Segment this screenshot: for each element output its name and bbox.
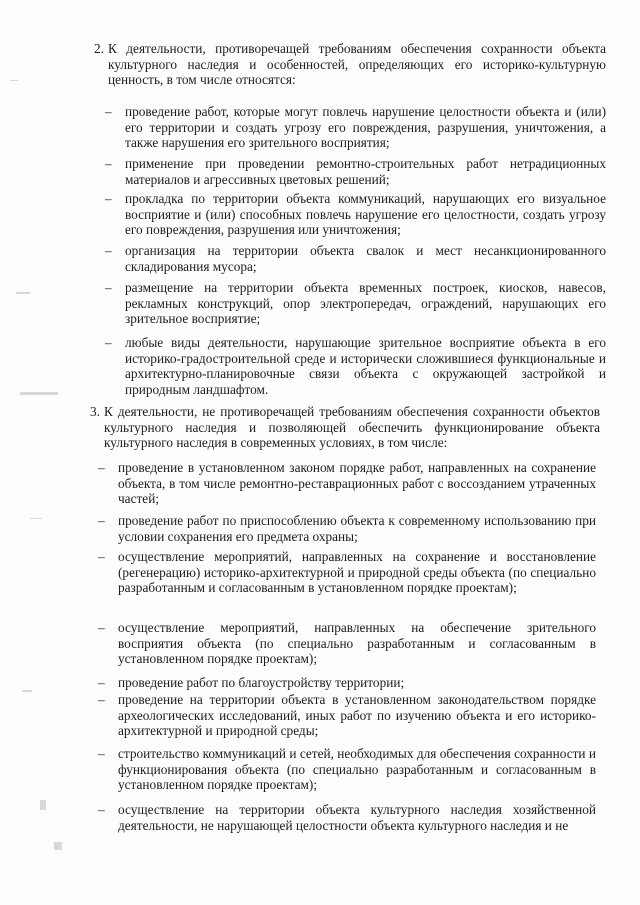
list-item: [98, 692, 596, 739]
list-item-text: проведение работ по приспособлению объекта к современному использованию при условии сохранения его предмета охраны;: [118, 513, 596, 544]
section-2-number: 2.: [94, 41, 104, 56]
dash-bullet: –: [105, 191, 112, 206]
section-3-intro-text: К деятельности, не противоречащей требованиям обеспечения сохранности объектов культурного наследия и позволяющей обеспечить функционирование объекта культурного наследия в современных условиях, в том числе:: [104, 404, 600, 451]
section-2-intro-text: К деятельности, противоречащей требованиям обеспечения сохранности объекта культурного наследия и особенностей, определяющих его историко-культурную ценность, в том числе относятся:: [108, 41, 606, 88]
dash-bullet: –: [98, 675, 105, 690]
dash-bullet: –: [98, 549, 105, 564]
list-item-text: любые виды деятельности, нарушающие зрительное восприятие объекта в его историко-градостроительной среде и исторически сложившиеся функциональные и архитектурно-планировочные связи объекта с окружающей застройкой и природным ландшафтом.: [125, 335, 606, 397]
list-item: [105, 191, 606, 238]
list-item-text: осуществление на территории объекта культурного наследия хозяйственной деятельности, не нарушающей целостности объекта культурного наследия и не: [118, 802, 596, 833]
list-item: [98, 513, 596, 544]
scan-artifact: [20, 392, 58, 395]
list-item-text: проведение на территории объекта в установленном законодательством порядке археологических исследований, иных работ по изучению объекта и его историко-архитектурной и природной среды;: [118, 692, 596, 739]
list-item: [98, 460, 596, 507]
list-item: [98, 675, 596, 691]
dash-bullet: –: [98, 513, 105, 528]
scan-artifact: [30, 518, 42, 519]
section-3-number: 3.: [90, 404, 100, 419]
dash-bullet: –: [98, 692, 105, 707]
scan-artifact: [22, 690, 32, 692]
dash-bullet: –: [105, 104, 112, 119]
list-item: [105, 104, 606, 151]
list-item-text: применение при проведении ремонтно-строительных работ нетрадиционных материалов и агрессивных цветовых решений;: [125, 156, 606, 187]
list-item-text: проведение работ по благоустройству территории;: [118, 675, 405, 690]
section-3-intro: [90, 404, 600, 451]
list-item-text: прокладка по территории объекта коммуникаций, нарушающих его визуальное восприятие и (или) способных повлечь нарушение его целостности, создать угрозу его повреждения, разрушения или уничтожения;: [125, 191, 606, 238]
scan-artifact: [16, 292, 30, 294]
list-item: [98, 620, 596, 667]
list-item: [105, 156, 606, 187]
list-item-text: размещение на территории объекта временных построек, киосков, навесов, рекламных конструкций, опор электропередач, ограждений, нарушающих его зрительное восприятие;: [125, 280, 606, 327]
list-item-text: осуществление мероприятий, направленных на обеспечение зрительного восприятия объекта (по специально разработанным и согласованным в установленном порядке проектам);: [118, 620, 596, 667]
list-item-text: осуществление мероприятий, направленных на сохранение и восстановление (регенерацию) историко-архитектурной и природной среды объекта (по специально разработанным и согласованным в установленном порядке проектам);: [118, 549, 596, 596]
dash-bullet: –: [98, 802, 105, 817]
list-item: [105, 335, 606, 397]
list-item: [98, 802, 596, 833]
scan-artifact: [40, 800, 46, 810]
dash-bullet: –: [105, 335, 112, 350]
list-item: [98, 746, 596, 793]
dash-bullet: –: [105, 243, 112, 258]
list-item-text: проведение в установленном законом порядке работ, направленных на сохранение объекта, в том числе ремонтно-реставрационных работ с воссозданием утраченных частей;: [118, 460, 596, 507]
scan-artifact: [54, 842, 62, 850]
list-item: [98, 549, 596, 596]
list-item-text: проведение работ, которые могут повлечь нарушение целостности объекта и (или) его территории и создать угрозу его повреждения, разрушения, уничтожения, а также нарушения его зрительного восприятия;: [125, 104, 606, 151]
dash-bullet: –: [105, 280, 112, 295]
section-2-intro: [94, 41, 606, 88]
dash-bullet: –: [98, 620, 105, 635]
scan-artifact: [10, 80, 18, 81]
list-item-text: организация на территории объекта свалок и мест несанкционированного складирования мусора;: [125, 243, 606, 274]
dash-bullet: –: [105, 156, 112, 171]
dash-bullet: –: [98, 460, 105, 475]
list-item-text: строительство коммуникаций и сетей, необходимых для обеспечения сохранности и функционирования объекта (по специально разработанным и согласованным в установленном порядке проектам);: [118, 746, 596, 793]
list-item: [105, 243, 606, 274]
list-item: [105, 280, 606, 327]
dash-bullet: –: [98, 746, 105, 761]
